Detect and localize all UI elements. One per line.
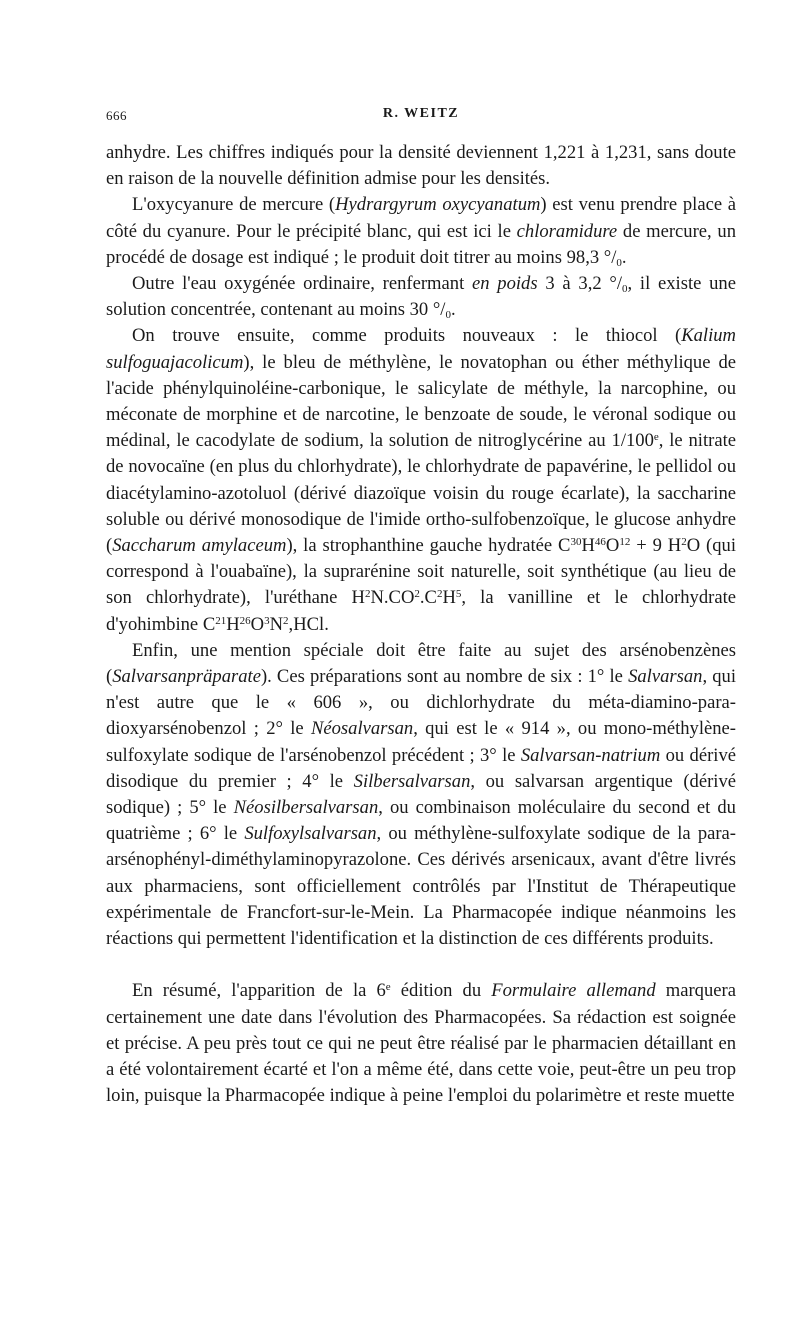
superscript: 2 [364, 588, 371, 601]
italic-term: chloramidure [516, 220, 618, 242]
text-run: .C [419, 587, 437, 609]
text-run: anhydre. Les chiffres indiqués pour la densité deviennent 1,221 à 1,231, sans doute en raison de la nouvelle définition admise pour les densités. [106, 142, 736, 190]
text-run: ,HCl. [288, 613, 329, 635]
text-run: ). Ces préparations sont au nombre de six : 1° le [260, 666, 629, 688]
text-run: ) est venu prendre place à côté du cyanure. Pour le précipité blanc, qui est ici le [106, 194, 736, 242]
text-run: Enfin, une mention spéciale doit être faite au sujet des arsénobenzènes ( [106, 639, 736, 688]
text-run: N.CO [370, 587, 415, 609]
text-run: En résumé, l'apparition de la 6 [132, 980, 386, 1002]
superscript: 12 [619, 536, 631, 549]
superscript: 21 [215, 614, 227, 627]
text-run: , le nitrate de novocaïne (en plus du chlorhydrate), le chlorhydrate de papavérine, le pellidol ou diacétylamino-azotoluol (dérivé diazoïque voisin du rouge écarlate), la saccharine soluble ou dérivé monosodique de l'imide ortho-sulfobenzoïque, le glucose anhydre ( [106, 430, 737, 557]
text-run: , ou salvarsan argentique (dérivé sodique) ; 5° le [106, 770, 736, 819]
italic-term: Salvarsanpräparate [112, 666, 261, 688]
text-run: H [442, 587, 456, 609]
page-number: 666 [106, 108, 127, 123]
text-run: O [605, 535, 620, 557]
text-run: L'oxycyanure de mercure ( [132, 194, 336, 216]
superscript: 2 [681, 536, 687, 549]
text-run: On trouve ensuite, comme produits nouveaux : le thiocol ( [132, 325, 682, 347]
paragraph [106, 271, 736, 323]
text-run: , il existe une solution concentrée, contenant au moins 30 °/ [106, 273, 736, 321]
italic-term: Kalium sulfoguajacolicum [106, 325, 736, 373]
text-run: , ou combinaison moléculaire du second et du quatrième ; 6° le [106, 797, 736, 845]
superscript: 30 [570, 536, 582, 549]
text-run: marquera certainement une date dans l'évolution des Pharmacopées. Sa rédaction est soignée et précise. A peu près tout ce qui ne peut être réalisé par le pharmacien détaillant en a été volontairement écarté et l'on a même été, dans cette voie, peut-être un peu trop loin, puisque la Pharmacopée indique à peine l'emploi du polarimètre et reste muette [106, 980, 736, 1107]
superscript: 2 [414, 588, 420, 601]
paragraph [106, 192, 736, 271]
text-run: ou dérivé disodique du premier ; 4° le [106, 744, 736, 792]
superscript: 46 [594, 536, 606, 549]
text-run: 3 à 3,2 °/ [537, 273, 623, 295]
paragraph [106, 978, 736, 1109]
running-head [106, 100, 736, 130]
running-head-author: R. WEITZ [382, 106, 460, 121]
italic-term: Hydrargyrum oxycyanatum [335, 194, 541, 216]
italic-term: Néosilbersalvarsan [233, 797, 379, 819]
body-text [106, 140, 736, 1109]
italic-term: Salvarsan [628, 666, 703, 688]
superscript: 2 [436, 588, 443, 601]
italic-term: Saccharum amylaceum [112, 535, 287, 557]
text-run: N [269, 613, 284, 635]
paragraph [106, 323, 736, 637]
text-run: . [450, 299, 456, 321]
text-run: édition du [390, 980, 492, 1002]
text-run: H [581, 535, 595, 557]
text-run: , qui n'est autre que le « 606 », ou dichlorhydrate du méta-diamino-para-dioxyarsénobenzol ; 2° le [106, 666, 737, 740]
paragraph [106, 140, 736, 192]
text-run: ), le bleu de méthylène, le novatophan ou éther méthylique de l'acide phénylquinoléine-carbonique, le salicylate de méthyle, la narcophine, ou méconate de morphine et de narcotine, le benzoate de soude, le véronal sodique ou médinal, le cacodylate de sodium, la solution de nitroglycérine au 1/100 [106, 351, 736, 452]
subscript: 0 [616, 256, 622, 269]
text-run: . [621, 246, 627, 268]
subscript: 0 [445, 309, 451, 322]
superscript: e [385, 981, 391, 994]
text-run: H [226, 613, 240, 635]
text-run: + 9 H [630, 535, 682, 557]
page [106, 100, 736, 1109]
text-run: , la vanilline et le chlorhydrate d'yohimbine C [106, 587, 736, 635]
text-run: ), la strophanthine gauche hydratée C [286, 535, 571, 557]
text-run: Outre l'eau oxygénée ordinaire, renfermant [132, 273, 472, 295]
superscript: e [653, 431, 659, 444]
paragraph [106, 638, 736, 952]
text-run: O [250, 613, 265, 635]
text-run: O (qui correspond à l'ouabaïne), la suprarénine soit naturelle, soit synthétique (au lieu de son chlorhydrate), l'uréthane H [106, 535, 737, 609]
italic-term: Silbersalvarsan [353, 770, 471, 792]
italic-term: Salvarsan-natrium [520, 744, 661, 766]
subscript: 0 [622, 283, 628, 296]
italic-term: Formulaire allemand [491, 980, 656, 1002]
text-run: , ou méthylène-sulfoxylate sodique de la para-arsénophényl-diméthylaminopyrazolone. Ces dérivés arsenicaux, avant d'être livrés aux pharmaciens, sont officiellement contrôlés par l'Institut de Thérapeutique expérimentale de Francfort-sur-le-Mein. La Pharmacopée indique néanmoins les réactions qui permettent l'identification et la distinction de ces différents produits. [106, 823, 736, 950]
superscript: 5 [455, 588, 462, 601]
italic-term: Néosalvarsan [310, 718, 414, 740]
superscript: 2 [283, 614, 289, 627]
superscript: 26 [239, 614, 251, 627]
text-run: de mercure, un procédé de dosage est indiqué ; le produit doit titrer au moins 98,3 °/ [106, 220, 736, 268]
italic-term: en poids [471, 273, 538, 295]
italic-term: Sulfoxylsalvarsan [244, 823, 377, 845]
text-run: , qui est le « 914 », ou mono-méthylène-sulfoxylate sodique de l'arsénobenzol précédent ; 3° le [106, 718, 736, 766]
superscript: 3 [264, 614, 270, 627]
